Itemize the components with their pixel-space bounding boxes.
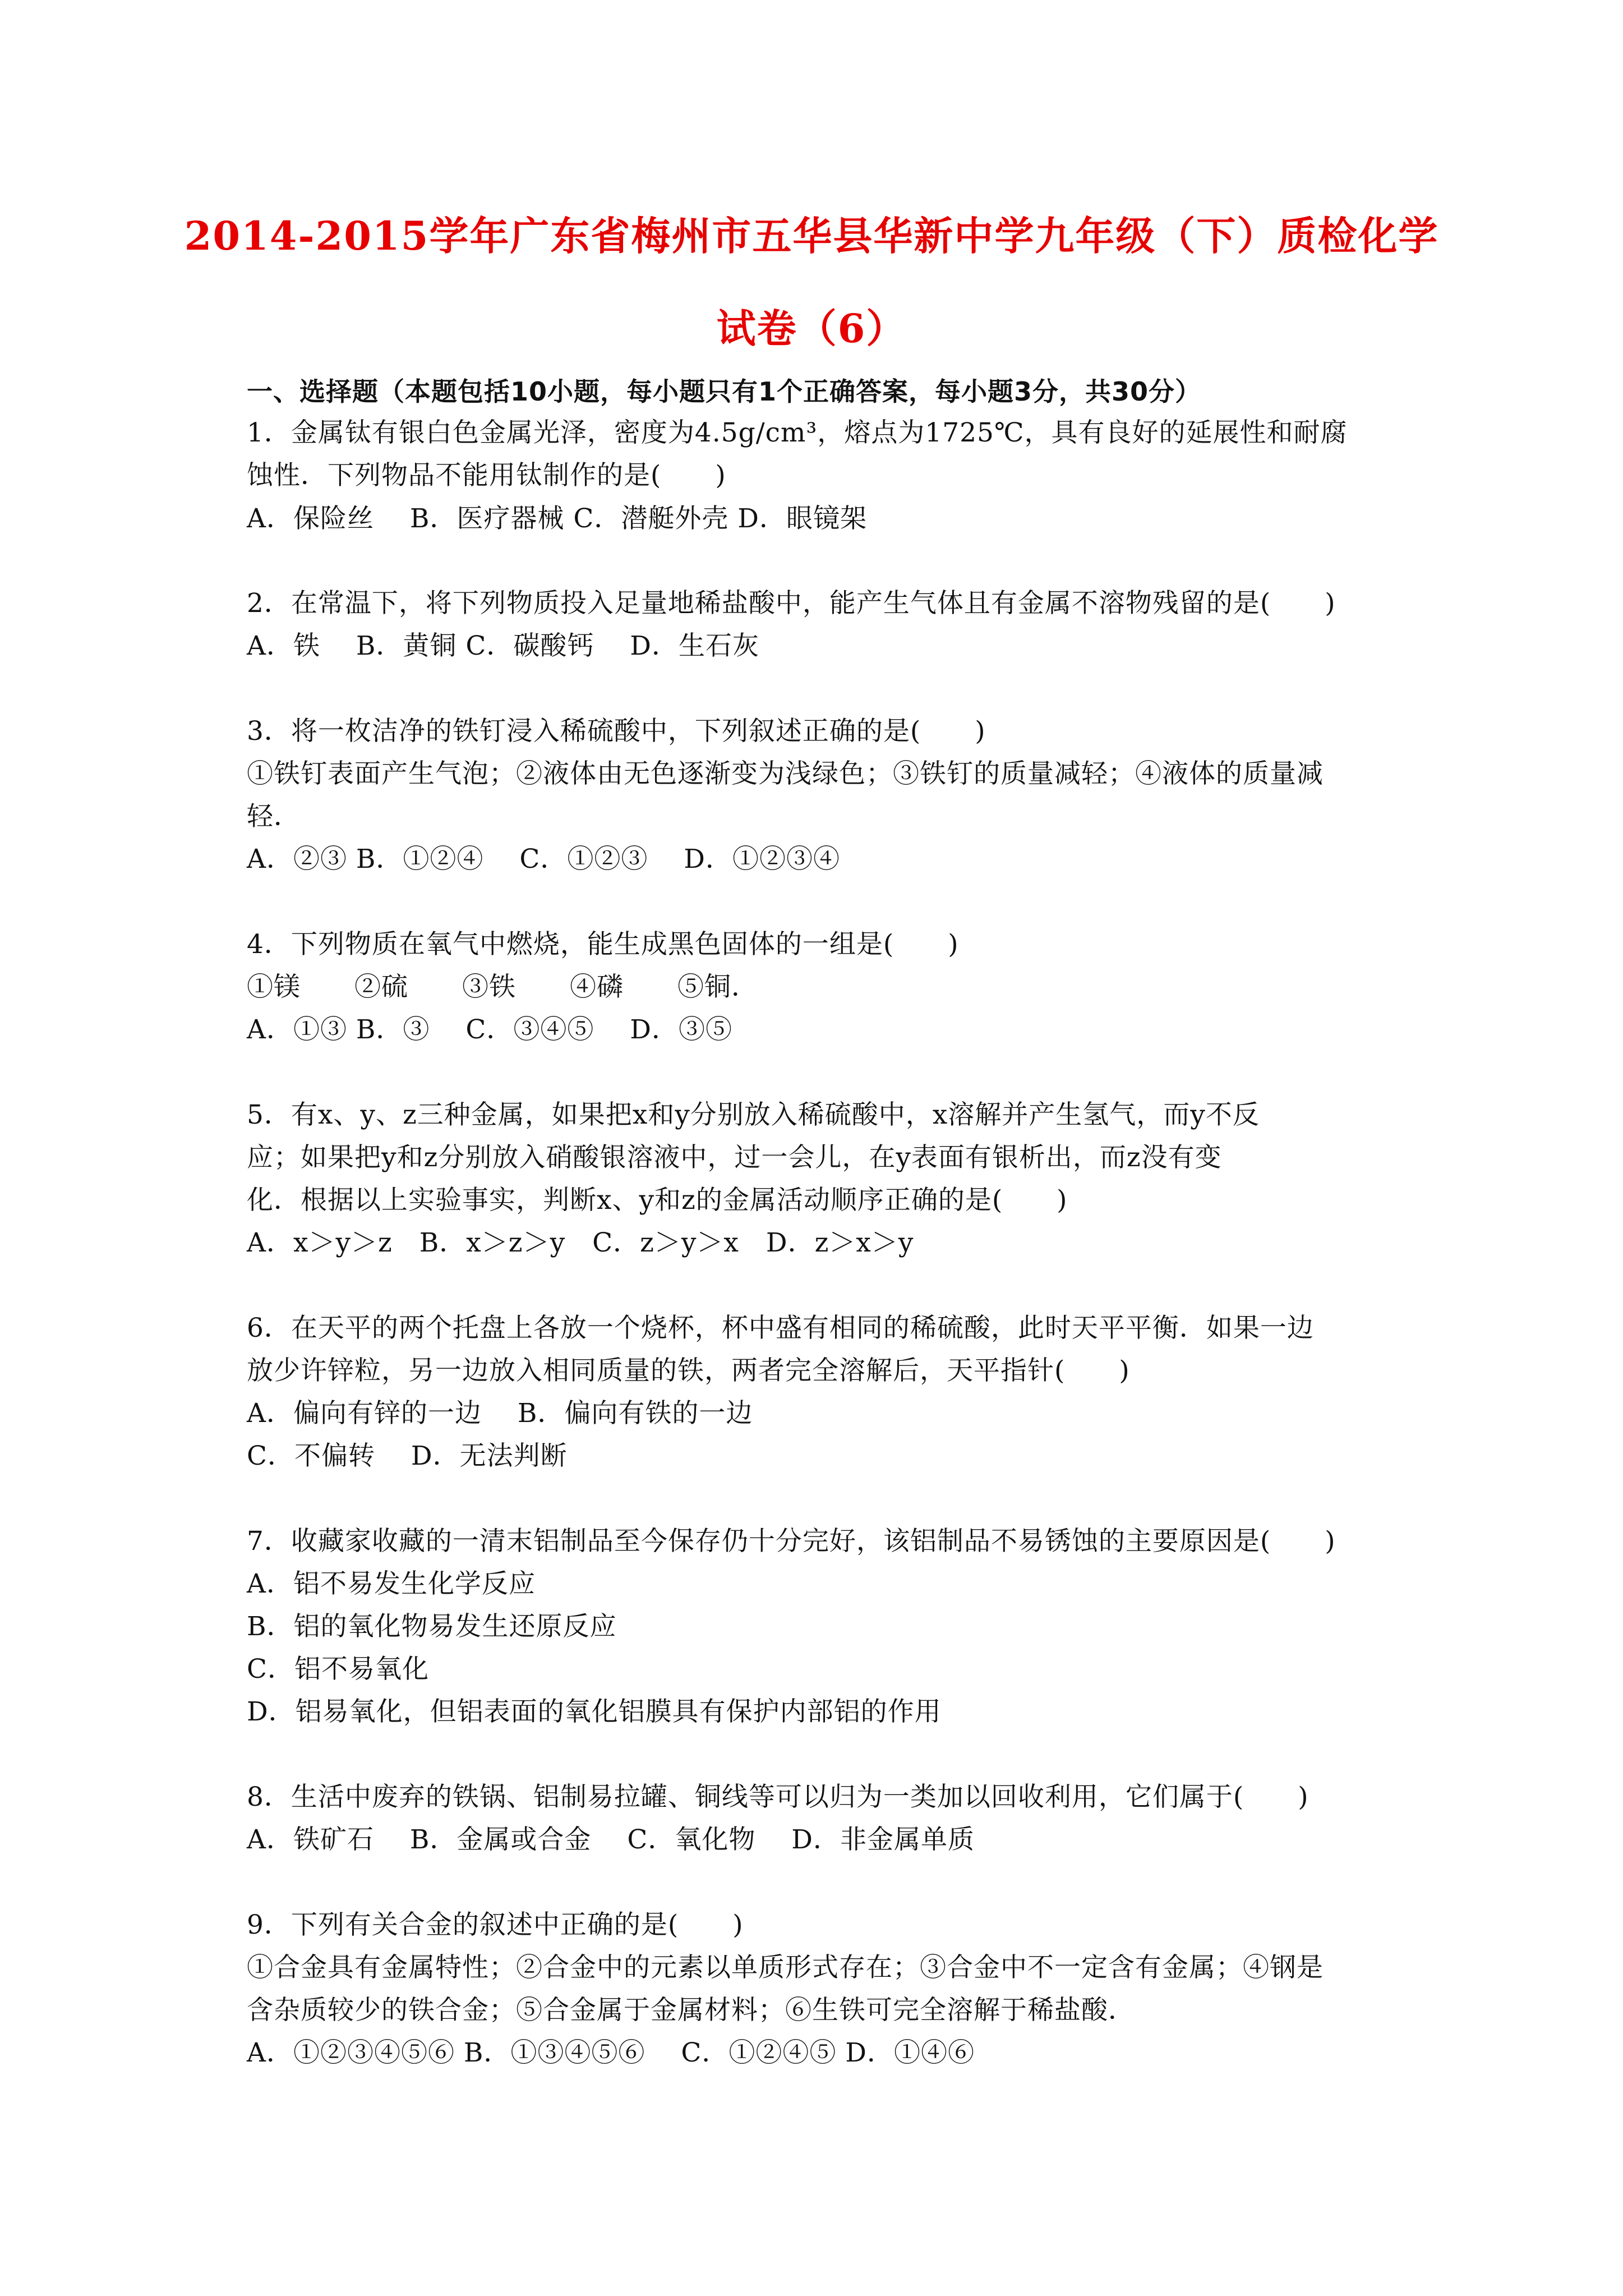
- question-6-stem-line-2: 放少许锌粒，另一边放入相同质量的铁，两者完全溶解后，天平指针( ): [247, 1355, 1130, 1386]
- question-1-stem-line-1: 1．金属钛有银白色金属光泽，密度为4.5g/cm³，熔点为1725℃，具有良好的延展性和耐腐: [247, 417, 1348, 448]
- question-6-stem-line-1: 6．在天平的两个托盘上各放一个烧杯，杯中盛有相同的稀硫酸，此时天平平衡．如果一边: [247, 1313, 1314, 1343]
- question-4-options: A．①③ B．③ C．③④⑤ D．③⑤: [247, 1014, 732, 1045]
- question-3-options: A．②③ B．①②④ C．①②③ D．①②③④: [247, 844, 840, 875]
- question-1-stem-line-2: 蚀性．下列物品不能用钛制作的是( ): [247, 460, 726, 491]
- question-1-options: A．保险丝 B．医疗器械 C．潜艇外壳 D．眼镜架: [247, 503, 867, 534]
- question-2-stem: 2．在常温下，将下列物质投入足量地稀盐酸中，能产生气体且有金属不溶物残留的是( ): [247, 588, 1336, 619]
- question-7-option-a: A．铝不易发生化学反应: [247, 1568, 536, 1599]
- question-5-stem-line-1: 5．有x、y、z三种金属，如果把x和y分别放入稀硫酸中，x溶解并产生氢气，而y不反: [247, 1099, 1260, 1130]
- question-2-options: A．铁 B．黄铜 C．碳酸钙 D．生石灰: [247, 631, 759, 661]
- question-4-stem-line-2: ①镁 ②硫 ③铁 ④磷 ⑤铜．: [247, 972, 758, 1002]
- question-6-options-line-1: A．偏向有锌的一边 B．偏向有铁的一边: [247, 1398, 753, 1429]
- question-9-stem-line-3: 含杂质较少的铁合金；⑤合金属于金属材料；⑥生铁可完全溶解于稀盐酸．: [247, 1995, 1135, 2026]
- question-3-stem-line-1: 3．将一枚洁净的铁钉浸入稀硫酸中，下列叙述正确的是( ): [247, 716, 986, 747]
- question-3-stem-line-3: 轻．: [247, 801, 301, 832]
- exam-title-line-2: 试卷（6）: [716, 305, 907, 352]
- exam-title-line-1: 2014-2015学年广东省梅州市五华县华新中学九年级（下）质检化学: [184, 213, 1439, 259]
- question-9-stem-line-1: 9．下列有关合金的叙述中正确的是( ): [247, 1910, 744, 1940]
- question-3-stem-line-2: ①铁钉表面产生气泡；②液体由无色逐渐变为浅绿色；③铁钉的质量减轻；④液体的质量减: [247, 758, 1324, 789]
- question-8-options: A．铁矿石 B．金属或合金 C．氧化物 D．非金属单质: [247, 1824, 975, 1855]
- question-5-stem-line-2: 应；如果把y和z分别放入硝酸银溶液中，过一会儿，在y表面有银析出，而z没有变: [247, 1142, 1222, 1173]
- question-7-option-c: C．铝不易氧化: [247, 1654, 429, 1685]
- question-5-stem-line-3: 化．根据以上实验事实，判断x、y和z的金属活动顺序正确的是( ): [247, 1185, 1068, 1216]
- question-7-stem: 7．收藏家收藏的一清末铝制品至今保存仍十分完好，该铝制品不易锈蚀的主要原因是( ): [247, 1526, 1336, 1557]
- question-5-options: A．x＞y＞z B．x＞z＞y C．z＞y＞x D．z＞x＞y: [247, 1227, 914, 1258]
- question-7-option-b: B．铝的氧化物易发生还原反应: [247, 1611, 617, 1642]
- question-7-option-d: D．铝易氧化，但铝表面的氧化铝膜具有保护内部铝的作用: [247, 1696, 942, 1727]
- question-9-stem-line-2: ①合金具有金属特性；②合金中的元素以单质形式存在；③合金中不一定含有金属；④钢是: [247, 1952, 1324, 1983]
- question-8-stem: 8．生活中废弃的铁锅、铝制易拉罐、铜线等可以归为一类加以回收利用，它们属于( ): [247, 1782, 1309, 1812]
- section-heading: 一、选择题（本题包括10小题，每小题只有1个正确答案，每小题3分，共30分）: [247, 376, 1202, 407]
- question-6-options-line-2: C．不偏转 D．无法判断: [247, 1441, 568, 1471]
- question-4-stem-line-1: 4．下列物质在氧气中燃烧，能生成黑色固体的一组是( ): [247, 929, 959, 960]
- question-9-options: A．①②③④⑤⑥ B．①③④⑤⑥ C．①②④⑤ D．①④⑥: [247, 2037, 975, 2068]
